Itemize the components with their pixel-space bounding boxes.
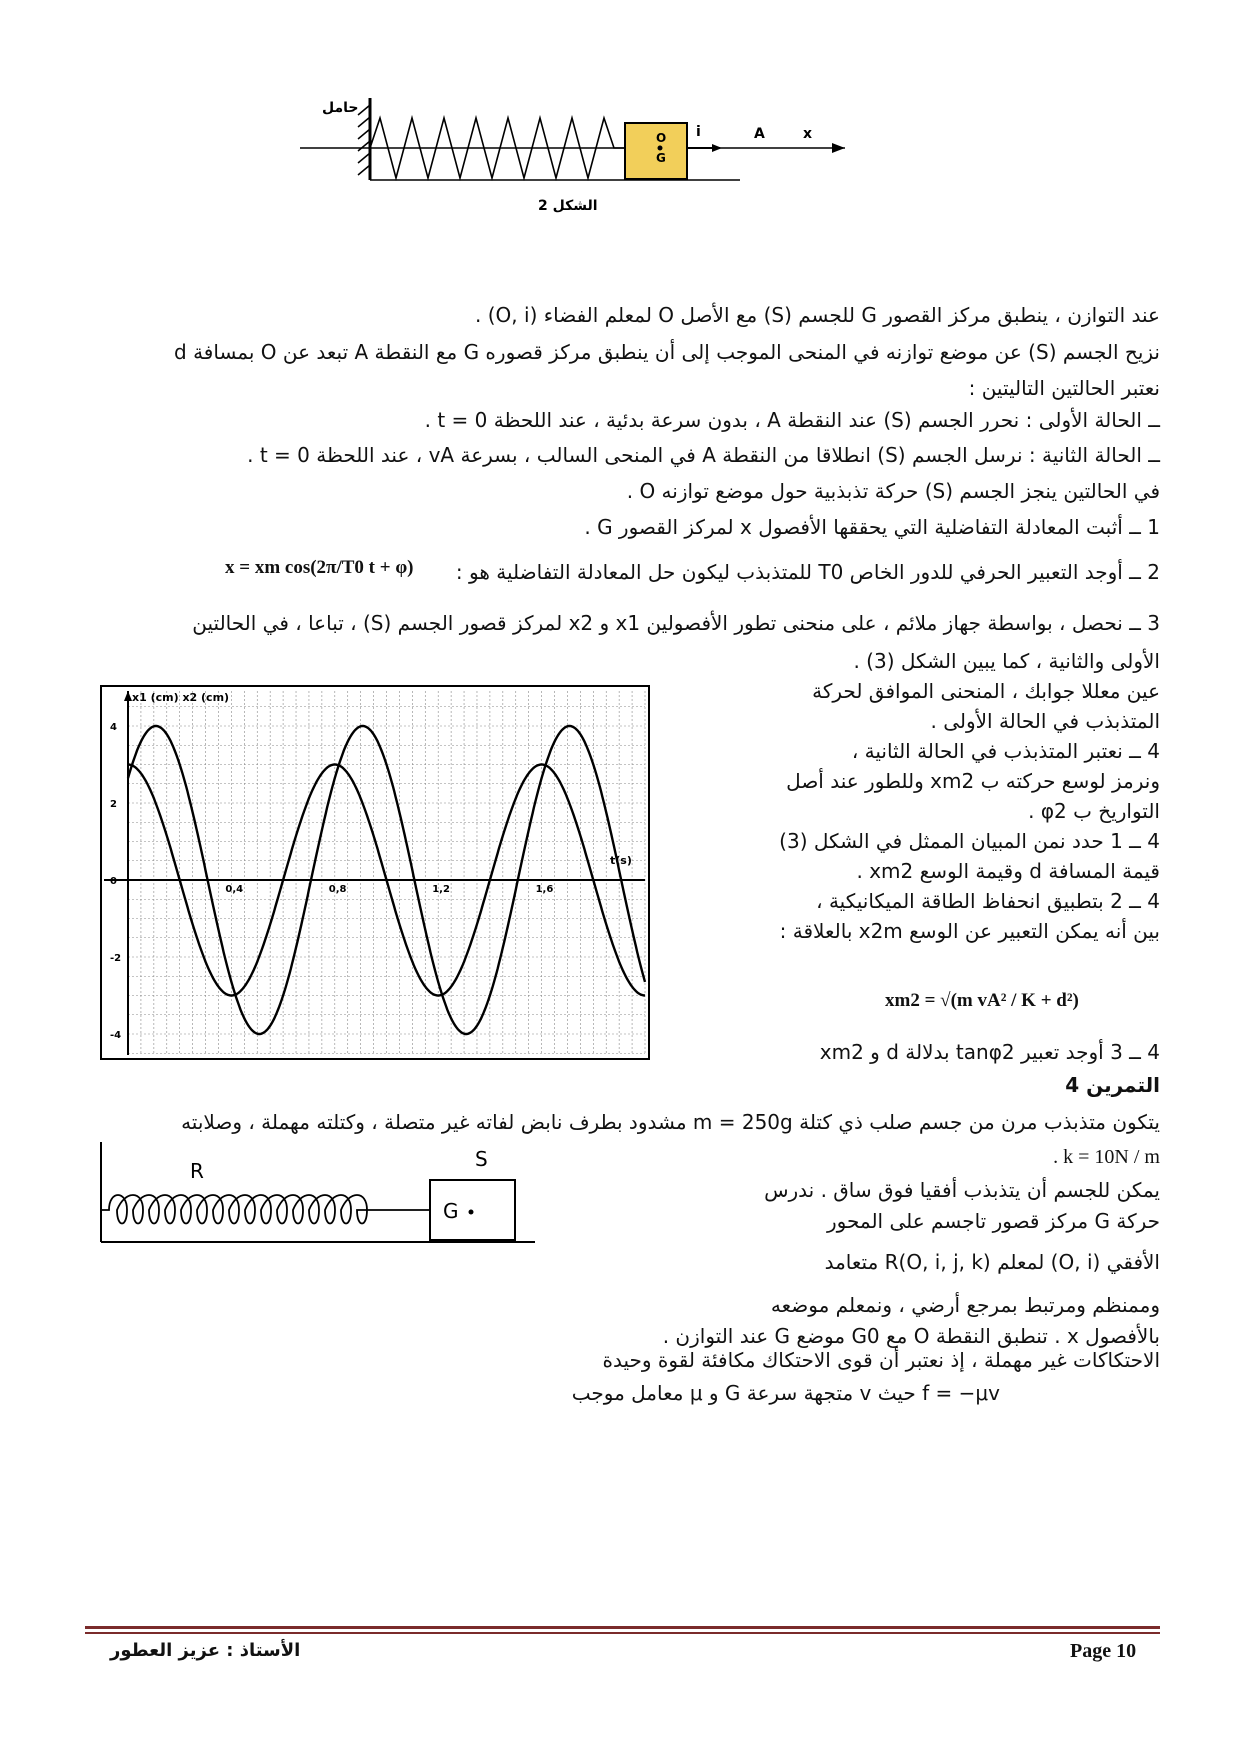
x-axis-label: t(s) — [610, 854, 632, 867]
author: الأستاذ : عزيز العطور — [110, 1640, 301, 1661]
label-A: A — [754, 126, 765, 142]
y-tick-label: 2 — [110, 799, 117, 810]
right-line-6: 4 ــ 1 حدد نمن المبيان الممثل في الشكل (3) — [779, 829, 1160, 853]
exercise-4-label-S: S — [475, 1147, 488, 1171]
exercise-4-spring-figure — [95, 1140, 545, 1250]
text-line-10: الأولى والثانية ، كما يبين الشكل (3) . — [853, 649, 1160, 673]
text-line-5: ــ الحالة الثانية : نرسل الجسم (S) انطلاقا من النقطة A في المنحى السالب ، بسرعة vA ، عند اللحظة t = 0 . — [247, 443, 1160, 467]
exercise-4-title: التمرين 4 — [1065, 1073, 1160, 1097]
right-line-5: التواريخ ب φ2 . — [1028, 799, 1160, 823]
x-tick-label: 0,8 — [328, 884, 347, 895]
x-tick-label: 1,2 — [432, 884, 450, 895]
right-line-4: ونرمز لوسع حركته ب xm2 وللطور عند أصل — [786, 769, 1160, 793]
x-tick-label: 0,4 — [225, 884, 244, 895]
ex4-right-line-6: الاحتكاكات غير مهملة ، إذ نعتبر أن قوى الاحتكاك مكافئة لقوة وحيدة — [602, 1348, 1160, 1372]
equation-q2: x = xm cos(2π/T0 t + φ) — [225, 557, 414, 578]
page-number: Page 10 — [1070, 1640, 1137, 1662]
label-G: G — [656, 151, 666, 165]
support-label: حامل — [322, 100, 359, 116]
footer-divider-2 — [85, 1632, 1160, 1634]
label-x: x — [803, 126, 813, 142]
y-tick-label: 4 — [110, 722, 117, 733]
label-O: O — [656, 131, 667, 145]
text-line-8: 2 ــ أوجد التعبير الحرفي للدور الخاص T0 للمتذبذب ليكون حل المعادلة التفاضلية هو : — [455, 560, 1160, 584]
ex4-right-line-1: يمكن للجسم أن يتذبذب أفقيا فوق ساق . ندرس — [764, 1178, 1160, 1202]
y-axis-label: x1 (cm) x2 (cm) — [132, 691, 230, 704]
exercise-4-line-1: يتكون متذبذب مرن من جسم صلب ذي كتلة m = 250g مشدود بطرف نابض لفاته غير متصلة ، وكتلته مهملة ، وصلابته — [181, 1110, 1160, 1134]
text-line-9: 3 ــ نحصل ، بواسطة جهاز ملائم ، على منحنى تطور الأفصولين x1 و x2 لمركز قصور الجسم (S) ، تباعا ، في الحالتين — [192, 611, 1160, 635]
ex4-right-line-5: بالأفصول x . تنطبق النقطة O مع G0 موضع G عند التوازن . — [662, 1324, 1160, 1348]
right-line-7: قيمة المسافة d وقيمة الوسع xm2 . — [856, 859, 1160, 883]
right-line-9: بين أنه يمكن التعبير عن الوسع x2m بالعلاقة : — [779, 919, 1160, 943]
text-line-7: 1 ــ أثبت المعادلة التفاضلية التي يحققها الأفصول x لمركز القصور G . — [584, 515, 1160, 539]
text-line-1: عند التوازن ، ينطبق مركز القصور G للجسم (S) مع الأصل O لمعلم الفضاء (O, i) . — [475, 303, 1160, 327]
text-line-4: ــ الحالة الأولى : نحرر الجسم (S) عند النقطة A ، بدون سرعة بدئية ، عند اللحظة t = 0 . — [424, 408, 1160, 432]
exercise-4-label-R: R — [190, 1159, 204, 1183]
question-4-3: 4 ــ 3 أوجد تعبير tanφ2 بدلالة d و xm2 — [819, 1040, 1160, 1064]
ex4-right-line-2: حركة G مركز قصور تاجسم على المحور — [827, 1209, 1160, 1233]
figure-2-caption: الشكل 2 — [538, 198, 598, 214]
y-tick-label: 0 — [110, 876, 117, 887]
ex4-right-line-3: الأفقي (O, i) لمعلم R(O, i, j, k) متعامد — [824, 1250, 1160, 1274]
text-line-6: في الحالتين ينجز الجسم (S) حركة تذبذبية حول موضع توازنه O . — [626, 479, 1160, 503]
ex4-right-line-7: f = −μv حيث v متجهة سرعة G و μ معامل موجب — [571, 1381, 1000, 1405]
ex4-right-line-4: وممنظم ومرتبط بمرجع أرضي ، ونمعلم موضعه — [770, 1293, 1160, 1317]
right-line-1: عين معللا جوابك ، المنحنى الموافق لحركة — [812, 679, 1160, 703]
chart-frame — [101, 686, 649, 1059]
y-tick-label: -2 — [110, 953, 122, 964]
text-line-2: نزيح الجسم (S) عن موضع توازنه في المنحى الموجب إلى أن ينطبق مركز قصوره G مع النقطة A تبعد عن O بمسافة d — [174, 340, 1160, 364]
label-i: i — [696, 124, 701, 140]
text-line-3: نعتبر الحالتين التاليتين : — [968, 376, 1160, 400]
exercise-4-line-2: k = 10N / m . — [1053, 1146, 1160, 1168]
x-tick-label: 1,6 — [535, 884, 554, 895]
exercise-4-label-G: G — [443, 1199, 459, 1223]
footer-divider — [85, 1626, 1160, 1629]
y-tick-label: -4 — [110, 1030, 122, 1041]
equation-xm2: xm2 = √(m vA² / K + d²) — [885, 990, 1079, 1011]
figure-3-chart — [100, 685, 650, 1060]
right-line-8: 4 ــ 2 بتطبيق انحفاظ الطاقة الميكانيكية ، — [816, 889, 1160, 913]
right-line-3: 4 ــ نعتبر المتذبذب في الحالة الثانية ، — [851, 739, 1160, 763]
right-line-2: المتذبذب في الحالة الأولى . — [930, 709, 1160, 733]
figure-2-spring-diagram — [300, 90, 860, 230]
